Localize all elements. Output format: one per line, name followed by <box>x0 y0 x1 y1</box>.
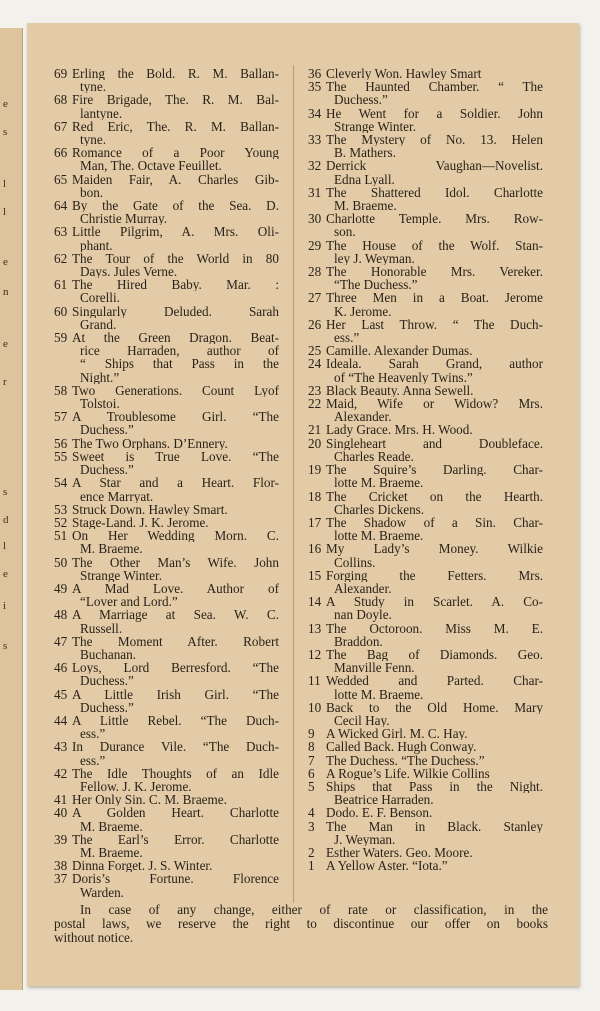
book-title-line: Dodo. E. F. Benson. <box>326 806 433 820</box>
book-entry <box>308 846 543 859</box>
book-title-line: Doris’s Fortune. Florence <box>72 872 279 886</box>
book-entry <box>308 674 543 700</box>
book-title-continuation: Strange Winter. <box>334 119 416 134</box>
book-title-line: In Durance Vile. “The Duch- <box>72 740 279 754</box>
book-entry <box>54 476 279 502</box>
book-title-continuation: lotte M. Braeme. <box>334 687 424 701</box>
book-number: 5 <box>308 778 315 794</box>
book-title-continuation: ley J. Weyman. <box>334 251 415 266</box>
book-entry <box>54 859 279 872</box>
book-title-line: The Idle Thoughts of an Idle <box>72 766 279 780</box>
book-entry <box>54 608 279 634</box>
book-title-line: Loys, Lord Berresford. “The <box>72 661 279 675</box>
book-number: 1 <box>308 858 315 874</box>
book-number: 24 <box>308 356 322 372</box>
book-number: 10 <box>308 699 322 715</box>
book-entry <box>308 384 543 397</box>
book-number: 21 <box>308 422 322 438</box>
book-number: 6 <box>308 765 315 781</box>
book-number: 8 <box>308 739 315 755</box>
book-title-line: Called Back. Hugh Conway. <box>326 740 477 754</box>
book-title-continuation: tyne. <box>80 80 107 94</box>
book-entry <box>308 159 543 185</box>
book-entry <box>308 648 543 674</box>
book-number: 59 <box>54 330 68 346</box>
book-title-continuation: Fellow. J. K. Jerome. <box>80 779 192 794</box>
book-title-line: A Little Irish Girl. “The <box>72 687 279 701</box>
book-title-line: The Cricket on the Hearth. <box>326 489 543 503</box>
book-title-continuation: Edna Lyall. <box>334 172 395 186</box>
book-number: 14 <box>308 594 322 610</box>
book-entry <box>308 463 543 489</box>
book-number: 28 <box>308 264 322 280</box>
book-number: 43 <box>54 739 68 755</box>
book-entry <box>308 107 543 133</box>
adjacent-page-letter: l <box>3 540 7 552</box>
book-title-line: A Mad Love. Author of <box>72 581 279 596</box>
book-title-line: Her Last Throw. “ The Duch- <box>326 317 543 332</box>
book-title-line: He Went for a Soldier. John <box>326 106 543 120</box>
book-entry <box>308 291 543 317</box>
book-title-line: Dinna Forget. J. S. Winter. <box>72 859 213 873</box>
book-title-line: A Star and a Heart. Flor- <box>72 476 279 490</box>
book-title-line: A Golden Heart. Charlotte <box>72 806 279 820</box>
book-title-continuation: phant. <box>80 238 113 252</box>
book-number: 9 <box>308 726 315 742</box>
catalog-left-column <box>54 67 279 899</box>
book-title-line: Cleverly Won. Hawley Smart <box>326 67 482 81</box>
book-title-line: Her Only Sin. C. M. Braeme. <box>72 793 227 807</box>
book-title-line: Three Men in a Boat. Jerome <box>326 291 543 305</box>
book-title-continuation: M. Braeme. <box>80 845 143 860</box>
book-entry <box>308 67 543 80</box>
book-number: 42 <box>54 765 68 781</box>
book-title-line: Red Eric, The. R. M. Ballan- <box>72 119 279 134</box>
book-title-continuation: ence Marryat. <box>80 489 154 503</box>
book-title-continuation: Tolstoi. <box>80 397 120 411</box>
book-entry <box>308 133 543 159</box>
book-title-line: Two Generations. Count Lyof <box>72 383 279 398</box>
book-entry <box>308 780 543 806</box>
adjacent-page-letter: r <box>3 376 7 388</box>
book-number: 52 <box>54 514 68 530</box>
book-title-continuation: Cecil Hay. <box>334 713 390 728</box>
book-entry <box>54 305 279 331</box>
book-entry <box>54 384 279 410</box>
book-title-continuation: Duchess.” <box>80 674 134 688</box>
book-title-line: Little Pilgrim, A. Mrs. Oli- <box>72 225 279 239</box>
book-title-continuation: Charles Reade. <box>334 449 414 464</box>
book-number: 27 <box>308 290 322 306</box>
book-title-continuation: Duchess.” <box>334 93 388 107</box>
book-title-continuation: bon. <box>80 185 104 200</box>
book-entry <box>308 397 543 423</box>
book-title-continuation: lantyne. <box>80 106 123 120</box>
book-entry <box>54 450 279 476</box>
book-title-continuation: “ Ships that Pass in the <box>80 357 279 371</box>
book-number: 31 <box>308 184 322 200</box>
book-number: 33 <box>308 132 322 148</box>
book-entry <box>54 437 279 450</box>
book-title-line: Camille. Alexander Dumas. <box>326 344 473 358</box>
adjacent-page-letter: e <box>3 256 8 268</box>
book-entry <box>54 173 279 199</box>
book-number: 17 <box>308 514 322 530</box>
book-title-line: Stage-Land. J. K. Jerome. <box>72 515 209 530</box>
adjacent-page-letter: i <box>3 600 7 612</box>
book-title-line: The Man in Black. Stanley <box>326 819 543 833</box>
book-title-continuation: Russell. <box>80 621 123 635</box>
book-entry <box>54 714 279 740</box>
book-entry <box>54 146 279 172</box>
book-title-continuation: ess.” <box>80 727 106 741</box>
book-title-line: Singleheart and Doubleface. <box>326 436 543 450</box>
book-title-continuation: of “The Heavenly Twins.” <box>334 370 473 384</box>
book-entry <box>308 767 543 780</box>
book-number: 48 <box>54 607 68 623</box>
book-number: 13 <box>308 620 322 636</box>
book-title-line: Esther Waters. Geo. Moore. <box>326 845 473 860</box>
book-title-line: Ideala. Sarah Grand, author <box>326 357 543 371</box>
book-entry <box>308 806 543 819</box>
book-entry <box>308 437 543 463</box>
book-title-line: A Marriage at Sea. W. C. <box>72 608 279 622</box>
book-number: 2 <box>308 844 315 860</box>
book-number: 38 <box>54 858 68 874</box>
book-title-continuation: J. Weyman. <box>334 832 396 846</box>
book-number: 26 <box>308 316 322 332</box>
book-title-line: The Shadow of a Sin. Char- <box>326 515 543 530</box>
book-entry <box>54 67 279 93</box>
book-number: 16 <box>308 541 322 557</box>
book-entry <box>308 569 543 595</box>
book-title-line: The Tour of the World in 80 <box>72 251 279 266</box>
book-title-line: Maid, Wife or Widow? Mrs. <box>326 397 543 411</box>
book-entry <box>54 331 279 384</box>
catalog-right-column <box>308 67 543 872</box>
book-title-line: A Yellow Aster. “Iota.” <box>326 859 448 873</box>
book-number: 34 <box>308 105 322 121</box>
book-title-continuation: lotte M. Braeme. <box>334 476 424 490</box>
book-title-continuation: Warden. <box>80 885 124 899</box>
book-entry <box>308 595 543 621</box>
book-entry <box>54 120 279 146</box>
book-entry <box>308 740 543 753</box>
book-title-continuation: Strange Winter. <box>80 568 162 582</box>
book-number: 64 <box>54 198 68 214</box>
book-title-continuation: lotte M. Braeme. <box>334 529 424 543</box>
book-number: 20 <box>308 435 322 451</box>
adjacent-page-letter: d <box>3 514 9 526</box>
book-entry <box>308 727 543 740</box>
book-number: 56 <box>54 435 68 451</box>
book-title-line: My Lady’s Money. Wilkie <box>326 542 543 556</box>
book-number: 62 <box>54 250 68 266</box>
book-title-continuation: tyne. <box>80 133 107 147</box>
column-divider <box>293 65 294 903</box>
book-title-continuation: rice Harraden, author of <box>80 344 279 358</box>
book-entry <box>54 278 279 304</box>
book-number: 41 <box>54 792 68 808</box>
book-number: 50 <box>54 554 68 570</box>
book-entry <box>308 542 543 568</box>
book-entry <box>54 556 279 582</box>
book-title-continuation: Alexander. <box>334 410 392 424</box>
book-title-line: Charlotte Temple. Mrs. Row- <box>326 212 543 226</box>
book-number: 61 <box>54 277 68 293</box>
book-title-line: The Octoroon. Miss M. E. <box>326 621 543 635</box>
book-title-line: Derrick Vaughan—Novelist. <box>326 159 543 173</box>
book-title-line: The Two Orphans. D’Ennery. <box>72 436 228 450</box>
book-entry <box>308 265 543 291</box>
book-entry <box>308 344 543 357</box>
book-title-line: Struck Down. Hawley Smart. <box>72 502 228 516</box>
book-entry <box>54 740 279 766</box>
adjacent-page-letter: s <box>3 640 8 652</box>
book-title-continuation: Corelli. <box>80 291 120 305</box>
book-number: 19 <box>308 462 322 478</box>
adjacent-page-letter: s <box>3 486 8 498</box>
book-title-continuation: Braddon. <box>334 634 383 648</box>
book-title-continuation: Duchess.” <box>80 423 134 437</box>
book-entry <box>54 688 279 714</box>
book-number: 51 <box>54 528 68 544</box>
book-entry <box>54 529 279 555</box>
book-number: 49 <box>54 580 68 596</box>
book-title-line: Erling the Bold. R. M. Ballan- <box>72 67 279 81</box>
book-entry <box>308 859 543 872</box>
book-title-continuation: Charles Dickens. <box>334 502 425 516</box>
book-title-continuation: Night.” <box>80 370 120 384</box>
book-title-line: Romance of a Poor Young <box>72 146 279 160</box>
book-entry <box>308 318 543 344</box>
book-entry <box>54 516 279 529</box>
book-entry <box>308 186 543 212</box>
book-title-continuation: K. Jerome. <box>334 304 392 318</box>
book-number: 37 <box>54 871 68 887</box>
book-number: 35 <box>308 79 322 95</box>
adjacent-page-letter: l <box>3 178 7 190</box>
adjacent-page-letter: s <box>3 126 8 138</box>
book-number: 4 <box>308 805 315 821</box>
book-title-continuation: M. Braeme. <box>80 542 143 556</box>
book-entry <box>308 490 543 516</box>
postal-notice-line: postal laws, we reserve the right to discontinue our offer on books <box>54 916 548 931</box>
book-entry <box>54 93 279 119</box>
book-entry <box>308 239 543 265</box>
book-title-continuation: M. Braeme. <box>80 819 143 833</box>
book-title-line: By the Gate of the Sea. D. <box>72 199 279 213</box>
book-title-line: A Wicked Girl. M. C. Hay. <box>326 727 468 741</box>
book-number: 3 <box>308 818 315 834</box>
adjacent-page-letter: e <box>3 338 8 350</box>
book-title-continuation: Manville Fenn. <box>334 661 415 675</box>
book-title-line: Sweet is True Love. “The <box>72 449 279 464</box>
book-number: 47 <box>54 633 68 649</box>
book-title-line: Back to the Old Home. Mary <box>326 700 543 714</box>
book-number: 22 <box>308 396 322 412</box>
book-entry <box>54 767 279 793</box>
book-number: 69 <box>54 66 68 81</box>
book-title-line: The Shattered Idol. Charlotte <box>326 185 543 200</box>
book-title-line: The Duchess. “The Duchess.” <box>326 753 485 767</box>
book-title-line: The Other Man’s Wife. John <box>72 555 279 569</box>
book-title-line: The Moment After. Robert <box>72 634 279 648</box>
book-number: 29 <box>308 237 322 253</box>
postal-notice <box>54 903 548 945</box>
adjacent-page-letter: n <box>3 286 9 298</box>
catalog-page <box>27 23 579 986</box>
book-title-line: The Mystery of No. 13. Helen <box>326 133 543 147</box>
book-title-line: A Little Rebel. “The Duch- <box>72 713 279 728</box>
book-entry <box>54 872 279 898</box>
book-title-continuation: ess.” <box>334 331 360 345</box>
book-title-line: The Squire’s Darling. Char- <box>326 463 543 477</box>
book-title-line: Forging the Fetters. Mrs. <box>326 568 543 582</box>
book-number: 25 <box>308 343 322 359</box>
adjacent-page-edge <box>0 28 23 990</box>
book-entry <box>308 357 543 383</box>
book-number: 39 <box>54 831 68 847</box>
book-title-continuation: nan Doyle. <box>334 608 392 622</box>
book-entry <box>54 199 279 225</box>
book-title-line: The Hired Baby. Mar. : <box>72 278 279 292</box>
book-number: 23 <box>308 382 322 398</box>
book-entry <box>54 661 279 687</box>
book-entry <box>54 252 279 278</box>
book-title-continuation: Man, The. Octave Feuillet. <box>80 159 222 173</box>
book-title-line: Black Beauty. Anna Sewell. <box>326 383 474 398</box>
book-number: 7 <box>308 752 315 768</box>
book-title-line: Wedded and Parted. Char- <box>326 674 543 688</box>
book-entry <box>54 410 279 436</box>
book-number: 65 <box>54 171 68 187</box>
book-entry <box>308 80 543 106</box>
book-title-continuation: B. Mathers. <box>334 146 396 160</box>
book-number: 57 <box>54 409 68 425</box>
book-entry <box>308 754 543 767</box>
book-title-continuation: Beatrice Harraden. <box>334 793 434 807</box>
book-number: 32 <box>308 158 322 174</box>
book-number: 63 <box>54 224 68 240</box>
book-title-continuation: Duchess.” <box>80 463 134 477</box>
book-title-line: At the Green Dragon. Beat- <box>72 331 279 345</box>
book-entry <box>54 635 279 661</box>
book-number: 12 <box>308 646 322 662</box>
book-entry <box>54 806 279 832</box>
book-title-continuation: “The Duchess.” <box>334 278 418 292</box>
book-title-continuation: Days. Jules Verne. <box>80 265 178 279</box>
book-number: 68 <box>54 92 68 108</box>
book-title-continuation: Christie Murray. <box>80 212 168 226</box>
book-number: 60 <box>54 303 68 319</box>
book-title-line: The Earl’s Error. Charlotte <box>72 832 279 846</box>
book-entry <box>54 582 279 608</box>
book-entry <box>308 516 543 542</box>
book-entry <box>54 833 279 859</box>
book-title-continuation: M. Braeme. <box>334 199 397 213</box>
book-title-line: The Bag of Diamonds. Geo. <box>326 647 543 662</box>
book-title-continuation: Buchanan. <box>80 647 137 662</box>
book-number: 30 <box>308 211 322 227</box>
book-title-line: Fire Brigade, The. R. M. Bal- <box>72 93 279 107</box>
book-title-continuation: “Lover and Lord.” <box>80 595 178 609</box>
postal-notice-line: In case of any change, either of rate or classification, in the <box>80 902 548 917</box>
book-entry <box>54 503 279 516</box>
book-title-line: Ships that Pass in the Night. <box>326 779 543 794</box>
book-title-line: Lady Grace. Mrs. H. Wood. <box>326 423 473 437</box>
book-entry <box>54 225 279 251</box>
adjacent-page-letter: l <box>3 206 7 218</box>
book-title-line: A Troublesome Girl. “The <box>72 410 279 424</box>
book-number: 46 <box>54 660 68 676</box>
book-number: 44 <box>54 712 68 728</box>
adjacent-page-letter: e <box>3 98 8 110</box>
book-number: 36 <box>308 66 322 81</box>
book-title-line: The Haunted Chamber. “ The <box>326 80 543 94</box>
book-number: 11 <box>308 673 321 689</box>
book-title-line: A Study in Scarlet. A. Co- <box>326 595 543 609</box>
book-entry <box>308 622 543 648</box>
book-title-line: Maiden Fair, A. Charles Gib- <box>72 172 279 186</box>
book-title-line: On Her Wedding Morn. C. <box>72 529 279 543</box>
book-title-line: Singularly Deluded. Sarah <box>72 304 279 318</box>
book-number: 15 <box>308 567 322 583</box>
book-title-continuation: Alexander. <box>334 581 392 596</box>
book-number: 45 <box>54 686 68 702</box>
book-number: 66 <box>54 145 68 161</box>
book-title-line: The Honorable Mrs. Vereker. <box>326 265 543 279</box>
book-entry <box>308 212 543 238</box>
book-title-line: A Rogue’s Life. Wilkie Collins <box>326 766 490 780</box>
adjacent-page-letter: e <box>3 568 8 580</box>
book-number: 55 <box>54 448 68 464</box>
book-entry <box>308 820 543 846</box>
postal-notice-line: without notice. <box>54 930 134 945</box>
book-title-continuation: ess.” <box>80 753 106 767</box>
book-title-continuation: Collins. <box>334 555 376 569</box>
book-number: 58 <box>54 382 68 398</box>
book-entry <box>54 793 279 806</box>
book-title-continuation: Grand. <box>80 317 117 332</box>
book-title-line: The House of the Wolf. Stan- <box>326 238 543 252</box>
book-number: 40 <box>54 805 68 821</box>
book-title-continuation: Duchess.” <box>80 700 134 714</box>
book-number: 54 <box>54 475 68 491</box>
book-entry <box>308 701 543 727</box>
book-title-continuation: son. <box>334 225 356 239</box>
book-number: 67 <box>54 118 68 134</box>
book-number: 18 <box>308 488 322 504</box>
book-entry <box>308 423 543 436</box>
book-number: 53 <box>54 501 68 517</box>
